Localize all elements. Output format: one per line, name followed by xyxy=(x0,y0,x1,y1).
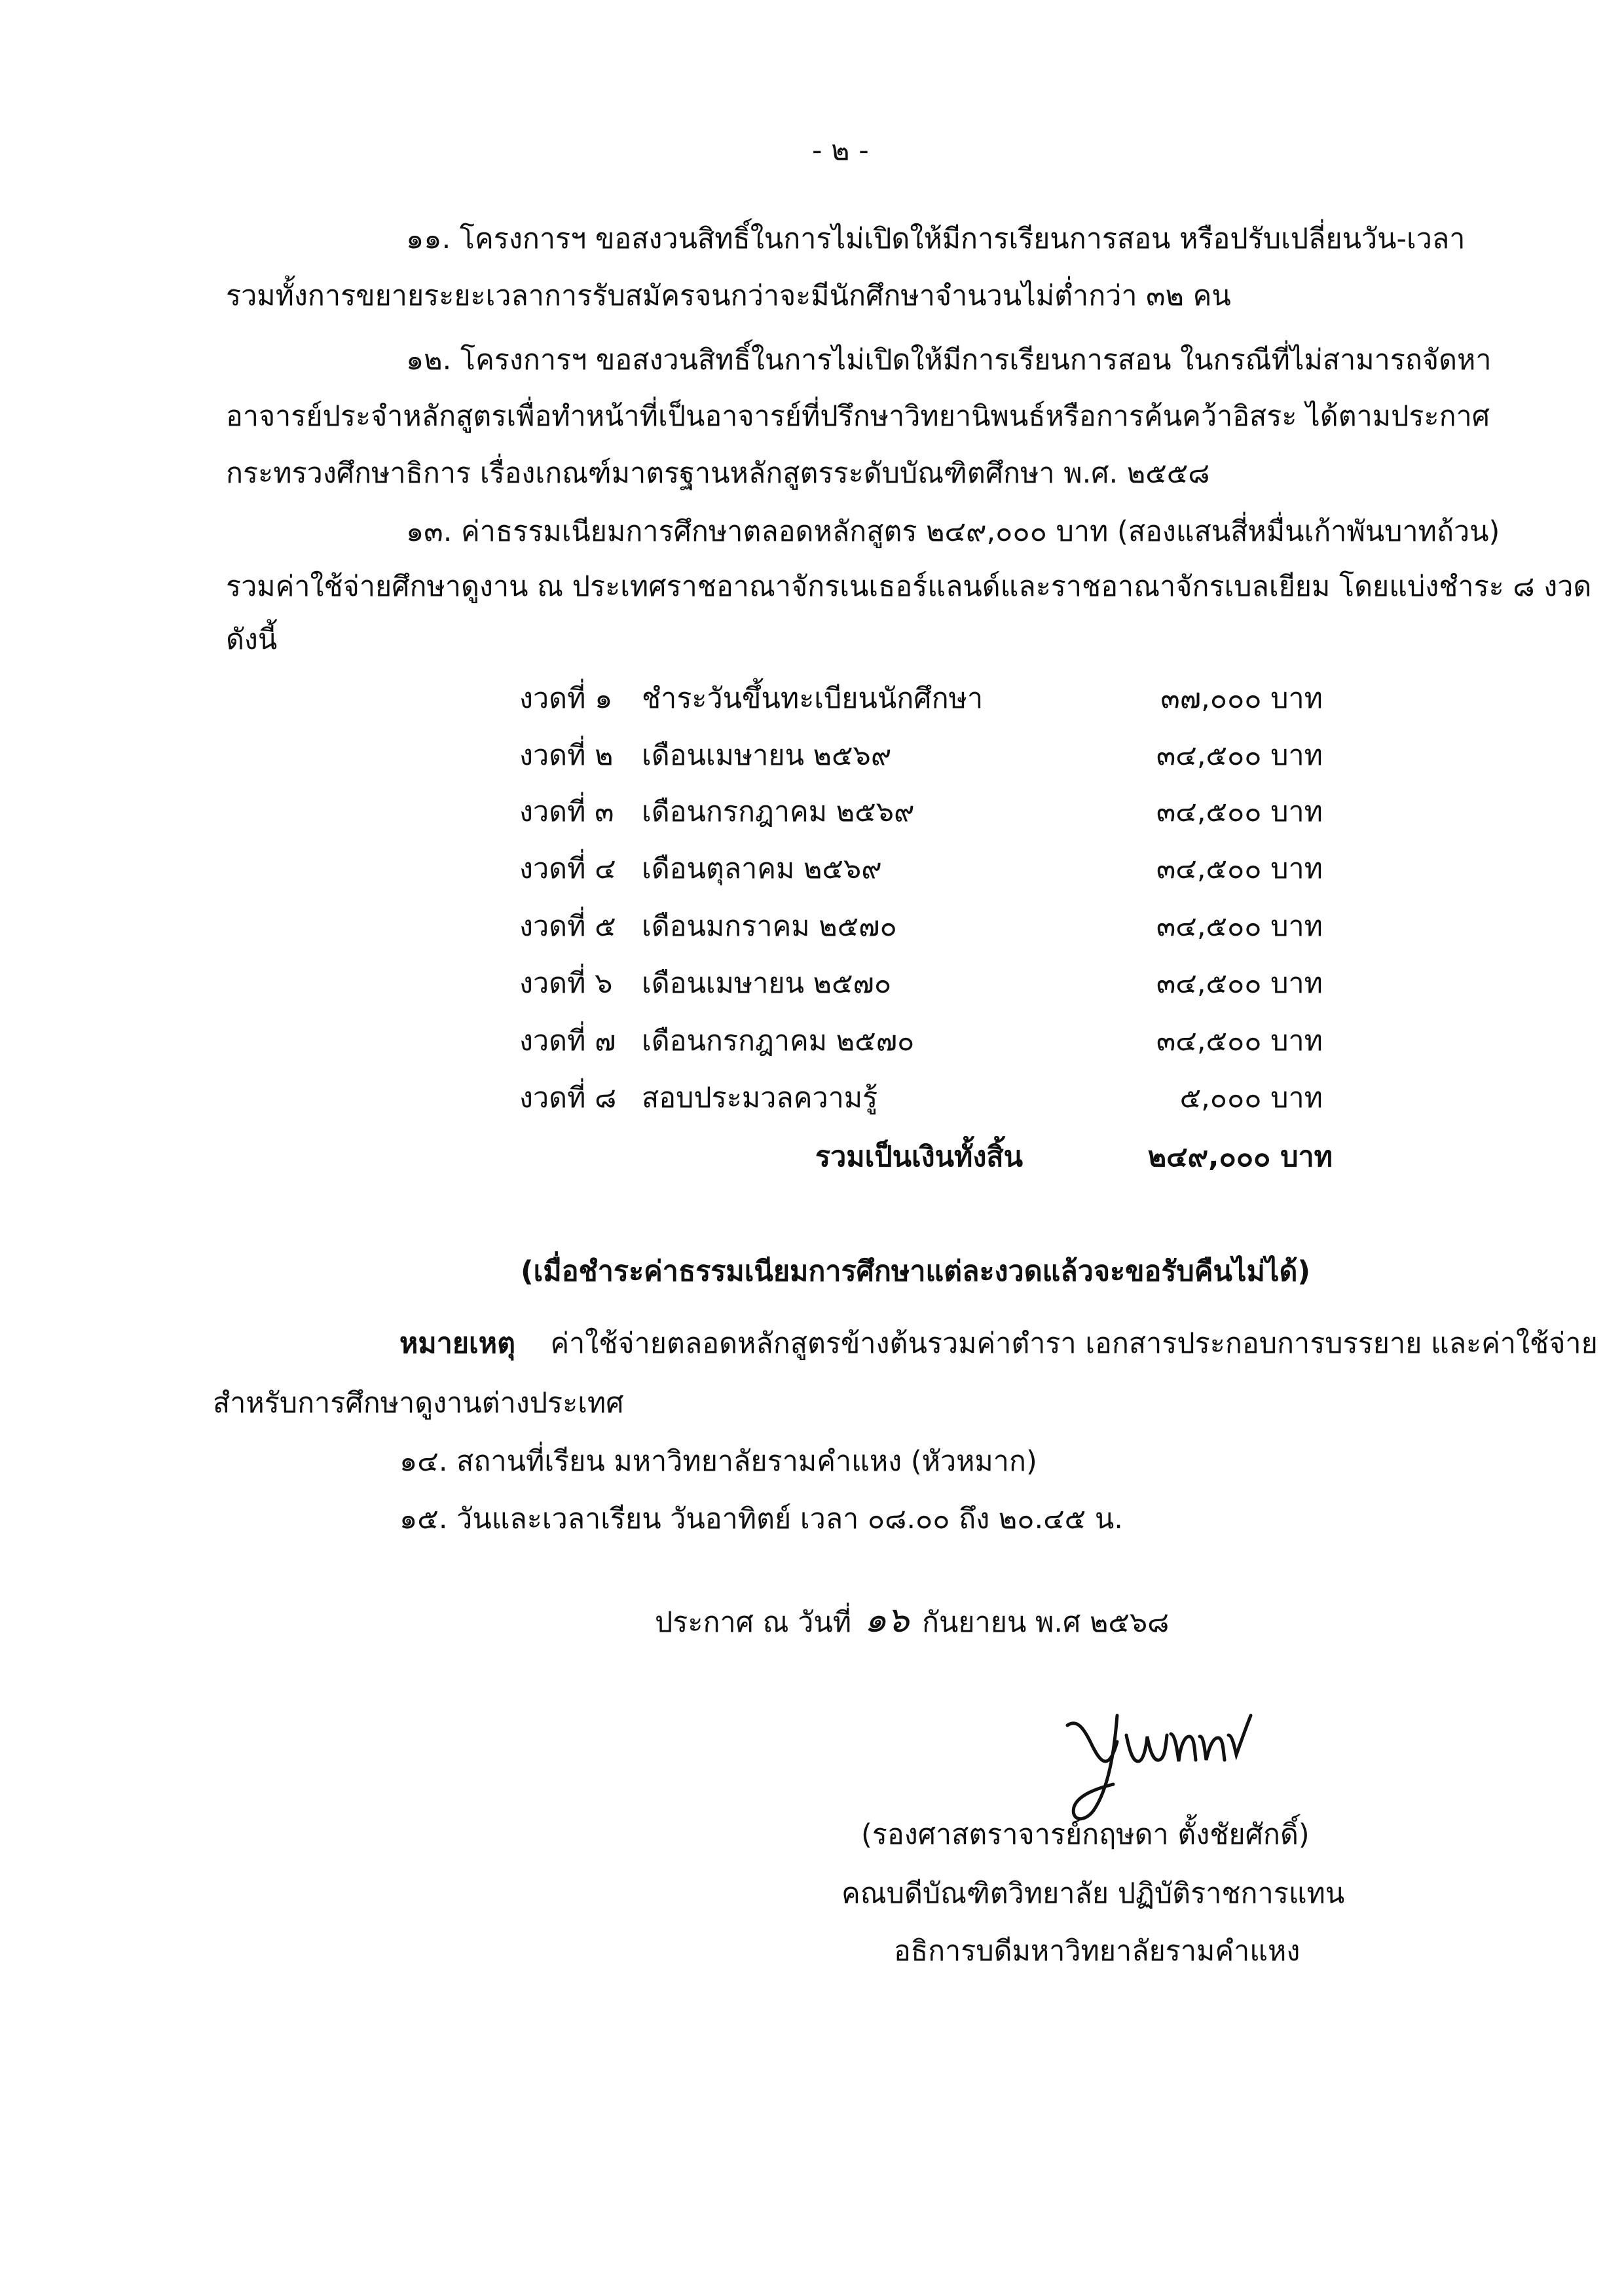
installment-label: เดือนมกราคม ๒๕๗๐ xyxy=(642,910,897,943)
installment-number: งวดที่ ๒ xyxy=(519,739,614,772)
clause-13-line-1: ๑๓. ค่าธรรมเนียมการศึกษาตลอดหลักสูตร ๒๔๙,๐๐๐ บาท (สองแสนสี่หมื่นเก้าพันบาทถ้วน) xyxy=(406,515,1500,548)
announcement-suffix: กันยายน พ.ศ ๒๕๖๘ xyxy=(921,1606,1170,1639)
remark-label: หมายเหตุ xyxy=(399,1327,515,1360)
remark-line-1 xyxy=(399,1324,1598,1363)
installment-amount: ๓๔,๕๐๐ บาท xyxy=(1156,967,1323,1000)
clause-11-line-1: ๑๑. โครงการฯ ขอสงวนสิทธิ์ในการไม่เปิดให้มีการเรียนการสอน หรือปรับเปลี่ยนวัน-เวลา xyxy=(406,223,1466,255)
installment-label: เดือนเมษายน ๒๕๗๐ xyxy=(642,967,892,1000)
signatory-position-1: คณบดีบัณฑิตวิทยาลัย ปฏิบัติราชการแทน xyxy=(841,1877,1345,1910)
signatory-name: (รองศาสตราจารย์กฤษดา ตั้งชัยศักดิ์) xyxy=(861,1818,1310,1851)
remark-line-2: สำหรับการศึกษาดูงานต่างประเทศ xyxy=(213,1387,624,1420)
installment-number: งวดที่ ๗ xyxy=(519,1025,616,1057)
installment-amount: ๓๔,๕๐๐ บาท xyxy=(1156,853,1323,885)
installment-number: งวดที่ ๔ xyxy=(519,853,616,885)
remark-text: ค่าใช้จ่ายตลอดหลักสูตรข้างต้นรวมค่าตำรา เอกสารประกอบการบรรยาย และค่าใช้จ่าย xyxy=(550,1327,1598,1360)
installment-number: งวดที่ ๖ xyxy=(519,967,613,1000)
installment-label: เดือนเมษายน ๒๕๖๙ xyxy=(642,739,892,772)
clause-12-line-3: กระทรวงศึกษาธิการ เรื่องเกณฑ์มาตรฐานหลักสูตรระดับบัณฑิตศึกษา พ.ศ. ๒๕๕๘ xyxy=(226,457,1210,490)
announcement-date xyxy=(655,1600,1169,1642)
total-label: รวมเป็นเงินทั้งสิ้น xyxy=(815,1141,1024,1173)
installment-number: งวดที่ ๘ xyxy=(519,1082,617,1114)
signatory-position-2: อธิการบดีมหาวิทยาลัยรามคำแหง xyxy=(894,1935,1301,1968)
announcement-prefix: ประกาศ ณ วันที่ xyxy=(655,1606,852,1639)
handwritten-signature xyxy=(1054,1689,1270,1833)
announcement-day: ๑๖ xyxy=(864,1599,910,1640)
clause-14: ๑๔. สถานที่เรียน มหาวิทยาลัยรามคำแหง (หัวหมาก) xyxy=(399,1445,1037,1478)
installment-label: เดือนตุลาคม ๒๕๖๙ xyxy=(642,853,882,885)
installment-number: งวดที่ ๓ xyxy=(519,796,614,828)
installment-amount: ๓๔,๕๐๐ บาท xyxy=(1156,796,1323,828)
installment-amount: ๓๔,๕๐๐ บาท xyxy=(1156,1025,1323,1057)
installment-number: งวดที่ ๑ xyxy=(519,682,613,715)
clause-13-line-3: ดังนี้ xyxy=(226,623,278,656)
clause-12-line-1: ๑๒. โครงการฯ ขอสงวนสิทธิ์ในการไม่เปิดให้มีการเรียนการสอน ในกรณีที่ไม่สามารถจัดหา xyxy=(406,344,1492,376)
installment-label: สอบประมวลความรู้ xyxy=(642,1082,878,1114)
installment-amount: ๓๗,๐๐๐ บาท xyxy=(1160,682,1323,715)
total-amount: ๒๔๙,๐๐๐ บาท xyxy=(1147,1141,1333,1173)
page-number: - ๒ - xyxy=(812,134,869,167)
clause-12-line-2: อาจารย์ประจำหลักสูตรเพื่อทำหน้าที่เป็นอาจารย์ที่ปรึกษาวิทยานิพนธ์หรือการค้นคว้าอิสระ ได้ตามประกาศ xyxy=(226,400,1490,433)
refund-note: (เมื่อชำระค่าธรรมเนียมการศึกษาแต่ละงวดแล้วจะขอรับคืนไม่ได้) xyxy=(521,1255,1311,1288)
installment-label: เดือนกรกฎาคม ๒๕๖๙ xyxy=(642,796,915,828)
installment-number: งวดที่ ๕ xyxy=(519,910,616,943)
installment-amount: ๕,๐๐๐ บาท xyxy=(1179,1082,1323,1114)
installment-amount: ๓๔,๕๐๐ บาท xyxy=(1156,739,1323,772)
clause-11-line-2: รวมทั้งการขยายระยะเวลาการรับสมัครจนกว่าจะมีนักศึกษาจำนวนไม่ต่ำกว่า ๓๒ คน xyxy=(226,280,1231,312)
installment-label: เดือนกรกฎาคม ๒๕๗๐ xyxy=(642,1025,915,1057)
clause-13-line-2: รวมค่าใช้จ่ายศึกษาดูงาน ณ ประเทศราชอาณาจักรเนเธอร์แลนด์และราชอาณาจักรเบลเยียม โดยแบ่งชำระ ๘ งวด xyxy=(226,570,1592,603)
installment-label: ชำระวันขึ้นทะเบียนนักศึกษา xyxy=(642,682,984,715)
installment-amount: ๓๔,๕๐๐ บาท xyxy=(1156,910,1323,943)
clause-15: ๑๕. วันและเวลาเรียน วันอาทิตย์ เวลา ๐๘.๐๐ ถึง ๒๐.๔๕ น. xyxy=(399,1503,1123,1535)
